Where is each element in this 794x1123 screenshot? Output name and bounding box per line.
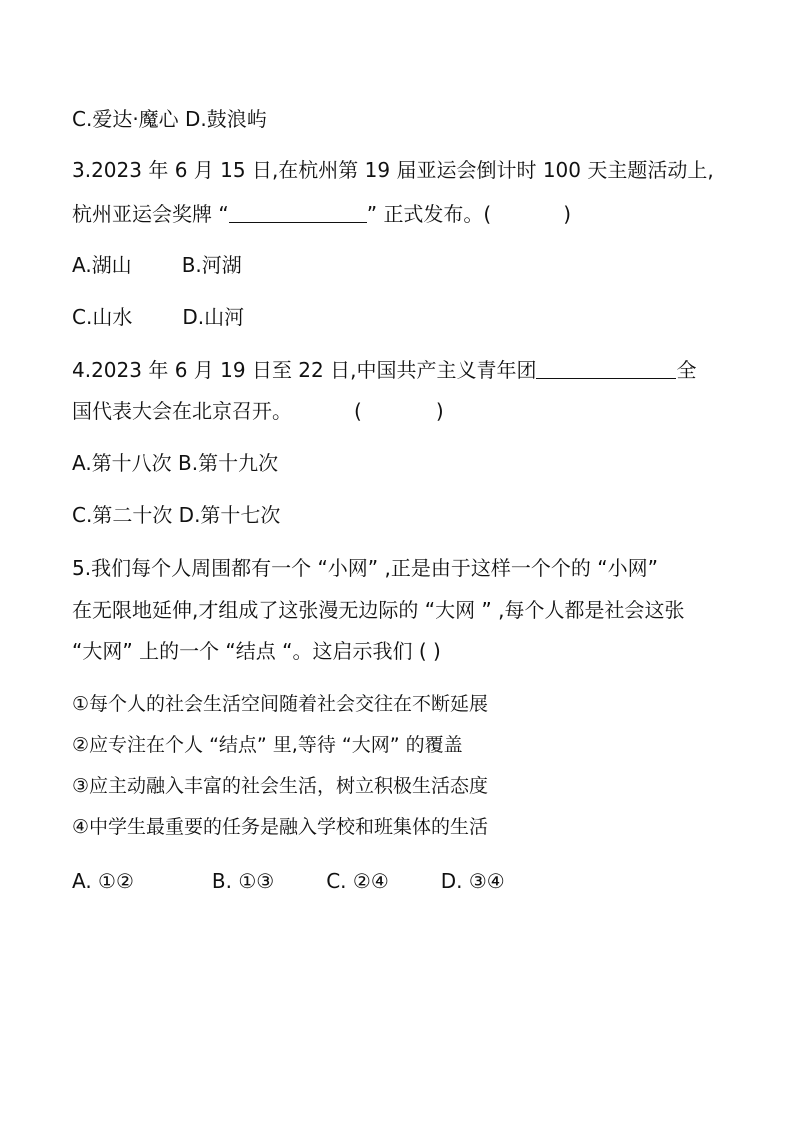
q5-item-4: ④中学生最重要的任务是融入学校和班集体的生活 [72, 816, 489, 838]
q3-option-a: A.湖山 [72, 253, 132, 277]
q3-stem-line2 [72, 201, 571, 227]
q5-option-b: B. ①③ [211, 869, 275, 893]
q5-stem-line2: 在无限地延伸,才组成了这张漫无边际的 “大网 ” ,每个人都是社会这张 [72, 598, 685, 622]
q5-item-2: ②应专注在个人 “结点” 里,等待 “大网” 的覆盖 [72, 734, 463, 756]
q3-stem-prefix: 杭州亚运会奖牌 “ [72, 202, 229, 226]
q5-option-a: A. ①② [72, 869, 134, 893]
q4-paren-open: ( [354, 399, 362, 423]
q3-options-ab [72, 252, 242, 278]
q3-options-cd [72, 304, 244, 330]
q4-stem-line1 [72, 357, 696, 383]
q5-option-d: D. ③④ [440, 869, 505, 893]
q3-stem-suffix: ” 正式发布。( [366, 202, 492, 226]
q4-options-ab: A.第十八次 B.第十九次 [72, 451, 279, 475]
q5-item-1: ①每个人的社会生活空间随着社会交往在不断延展 [72, 693, 489, 715]
q3-option-c: C.山水 [72, 305, 133, 329]
q4-stem-text: 国代表大会在北京召开。 [72, 399, 292, 423]
q2-options-cd: C.爱达·魔心 D.鼓浪屿 [72, 107, 267, 131]
q4-paren-close: ) [435, 399, 444, 423]
q4-stem-prefix: 4.2023 年 6 月 19 日至 22 日,中国共产主义青年团 [72, 358, 537, 382]
q5-options [72, 868, 505, 894]
q4-options-cd: C.第二十次 D.第十七次 [72, 503, 281, 527]
q3-option-d: D.山河 [182, 305, 245, 329]
q3-stem-line1: 3.2023 年 6 月 15 日,在杭州第 19 届亚运会倒计时 100 天主题活动上, [72, 158, 714, 182]
q4-answer-blank[interactable] [536, 358, 676, 379]
q5-option-c: C. ②④ [326, 869, 389, 893]
q5-stem-line1: 5.我们每个人周围都有一个 “小网” ,正是由于这样一个个的 “小网” [72, 556, 658, 580]
q5-item-3: ③应主动融入丰富的社会生活，树立积极生活态度 [72, 775, 489, 797]
q5-stem-line3: “大网” 上的一个 “结点 “。这启示我们 ( ) [72, 639, 441, 663]
q3-paren-close: ) [563, 202, 572, 226]
q4-stem-line2 [72, 398, 444, 424]
q4-stem-suffix: 全 [676, 358, 697, 382]
q3-answer-blank[interactable] [229, 202, 367, 223]
q3-option-b: B.河湖 [181, 253, 242, 277]
